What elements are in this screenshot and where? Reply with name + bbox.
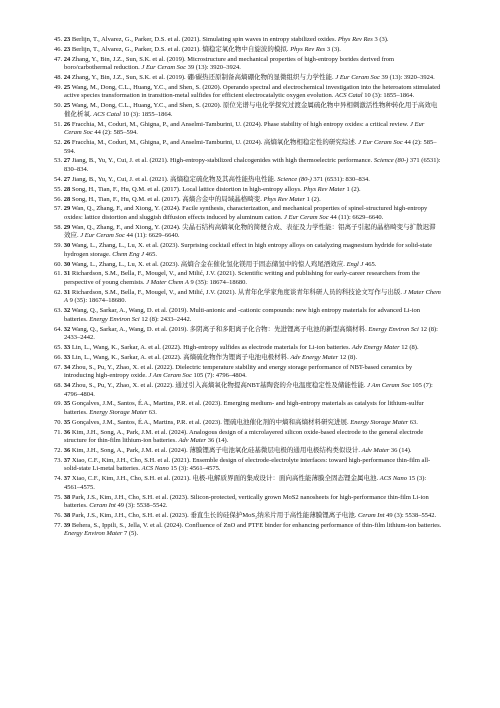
reference-id: 37 [63, 475, 71, 483]
reference-number: 77. [54, 521, 63, 529]
reference-details: 7 (5). [122, 530, 139, 538]
reference-id: 27 [63, 175, 71, 183]
reference-number: 67. [54, 363, 63, 371]
reference-id: 26 [63, 139, 71, 147]
reference-journal: J Mater Chem A [64, 288, 441, 305]
reference-details: 1 (2). [305, 195, 321, 203]
reference-id: 34 [63, 382, 71, 390]
reference-number: 48. [54, 74, 63, 82]
reference-text: Xiao, C.F., Kim, J.H., Cho, S.H. et al. (2021). 电极-电解质界面的集成设计：面向高性能薄膜全固态锂金属电池. [71, 475, 380, 483]
reference-id: 37 [63, 456, 71, 464]
reference-number: 75. [54, 493, 63, 501]
reference-id: 28 [63, 195, 71, 203]
reference-journal: J Am Ceram Soc [148, 372, 192, 380]
reference-text: Wang, Q., Sarkar, A., Wang, D. et al. (2019). 多阴离子和多阳离子化合物：先进锂离子电池的新型高熵材料. [71, 325, 369, 333]
reference-number: 49. [54, 83, 63, 91]
reference-journal: ACS Catal [334, 92, 363, 100]
reference-journal: Phys Rev Res [290, 45, 326, 53]
reference-details: 44 (11): 6629–6640. [328, 213, 384, 221]
reference-details: 36 (14). [206, 437, 229, 445]
reference-number: 70. [54, 418, 63, 426]
reference-journal: J Eur Ceram Soc [141, 64, 187, 72]
reference-journal: Energy Storage Mater [350, 418, 409, 426]
reference-entry [54, 364, 442, 381]
reference-text: Fracchia, M., Coduri, M., Ghigna, P., and Anselmi-Tamburini, U. (2024). Phase stability of high entropy oxides: a critical review. [71, 120, 411, 128]
reference-text: Kim, J.H., Song, A., Park, J.M. et al. (2024). Analogous design of a microlayered silicon oxide-based electrode to the general electrode structure for thin-film lithium-ion batteries. [64, 428, 424, 445]
reference-id: 32 [63, 307, 71, 315]
reference-journal: ACS Nano [141, 465, 169, 473]
reference-journal: ACS Catal [93, 110, 121, 118]
reference-entry [54, 326, 442, 343]
reference-text: Lin, L., Wang, K., Sarkar, A. et al. (2022). High-entropy sulfides as electrode materials for Li-ion batteries. [71, 343, 352, 351]
reference-journal: J Mater Chem A [146, 278, 189, 286]
reference-journal: J Eur Ceram Soc [358, 139, 403, 147]
reference-journal: J Eur Ceram Soc [284, 213, 329, 221]
reference-journal: Science (80-) [277, 175, 312, 183]
reference-entry [54, 196, 442, 205]
reference-entry [54, 457, 442, 474]
reference-text: Lin, L., Wang, K., Sarkar, A. et al. (2022). 高熵硫化物作为锂离子电池电极材料. [71, 353, 291, 361]
reference-entry [54, 344, 442, 353]
reference-number: 60. [54, 260, 63, 268]
reference-entry [54, 400, 442, 417]
reference-text: Xiao, C.F., Kim, J.H., Cho, S.H. et al. (2021). Ensemble design of electrode-electrolyte interfaces: toward high-performance thin-film all-solid-state Li-metal batteries. [64, 456, 431, 473]
reference-journal: Adv Mater [178, 437, 207, 445]
reference-details: 39 (13): 3920–3924. [186, 64, 241, 72]
reference-id: 30 [63, 260, 71, 268]
reference-text: Richardson, S.M., Bella, F., Mougel, V., and Milić, J.V. (2021). Scientific writing and publishing for early-career researchers from the perspective of young chemists. [64, 270, 420, 286]
reference-id: 39 [63, 521, 71, 529]
reference-details: 12 (8). [399, 343, 419, 351]
reference-details: 15 (3): 4561–4575. [64, 475, 427, 491]
reference-number: 53. [54, 157, 63, 165]
reference-entry [54, 512, 442, 521]
reference-text: Zhang, Y., Bin, J.Z., Sun, S.K. et al. (2019). Microstructure and mechanical properties of high-entropy borides derived from boro/carbothermal reduction. [64, 55, 395, 72]
reference-journal: Ceram Int [89, 502, 116, 510]
reference-text: Gonçalves, J.M., Santos, É.A., Martins, P.R. et al. (2023). Emerging medium- and high-entropy materials as catalysts for lithium-sulfur batteries. [64, 400, 424, 416]
reference-number: 68. [54, 382, 63, 390]
reference-details: 105 (7): 4796–4804. [64, 382, 433, 398]
reference-id: 28 [63, 185, 71, 193]
reference-id: 38 [63, 512, 71, 520]
reference-number: 52. [54, 139, 63, 147]
reference-id: 32 [63, 325, 71, 333]
reference-journal: Phys Rev Mater [263, 195, 305, 203]
reference-number: 72. [54, 447, 63, 455]
reference-details: 12 (8). [338, 353, 358, 361]
reference-journal: Adv Energy Mater [351, 343, 400, 351]
reference-id: 31 [63, 270, 71, 278]
reference-text: Wang, M., Dong, C.L., Huang, Y.C., and Shen, S. (2020). 原位光谱与电化学探究过渡金属硫化物中异相刺激活性物种转化用于高效电催化析氧. [64, 102, 438, 118]
reference-details: 1 (2). [344, 185, 361, 193]
reference-number: 65. [54, 343, 63, 351]
reference-journal: Science (80-) [373, 157, 409, 165]
reference-text: Song, H., Tian, F., Hu, Q.M. et al. (2017). Local lattice distortion in high-entropy alloys. [71, 185, 304, 193]
reference-number: 57. [54, 205, 63, 213]
reference-journal: Energy Environ Sci [368, 325, 419, 333]
reference-id: 25 [63, 102, 71, 110]
reference-number: 63. [54, 307, 63, 315]
reference-id: 33 [63, 353, 71, 361]
reference-entry [54, 186, 442, 195]
reference-text: Park, J.S., Kim, J.H., Cho, S.H. et al. (2023). 垂直生长的硅保护MoS₂纳米片用于高性能薄膜锂离子电池. [71, 512, 358, 520]
reference-details: 44 (2): 585–594. [92, 129, 138, 137]
reference-text: Wang, Q., Sarkar, A., Wang, D. et al. (2019). Multi-anionic and -cationic compounds: new high entropy materials for advanced Li-ion batteries. [64, 307, 420, 323]
reference-details: 9 (35): 18674–18680. [188, 278, 247, 286]
reference-details: 49 (3): 5538–5542. [384, 512, 437, 520]
reference-text: Park, J.S., Kim, J.H., Cho, S.H. et al. (2023). Silicon-protected, vertically grown MoS2 nanosheets for high-performance thin-film Li-ion batteries. [64, 493, 429, 510]
reference-id: 36 [63, 428, 71, 436]
reference-entry [54, 157, 442, 174]
reference-details: 12 (8): 2433–2442. [64, 325, 438, 342]
reference-id: 34 [63, 363, 71, 371]
reference-details: 465. [363, 260, 377, 268]
reference-journal: Chem Eng J [112, 250, 144, 258]
reference-entry [54, 102, 442, 119]
reference-details: 39 (13): 3920–3924. [379, 74, 435, 82]
reference-entry [54, 447, 442, 456]
reference-number: 51. [54, 120, 63, 128]
reference-entry [54, 36, 442, 45]
reference-id: 31 [63, 288, 71, 296]
reference-journal: J Am Ceram Soc [367, 382, 411, 390]
reference-entry [54, 139, 442, 156]
reference-number: 55. [54, 185, 63, 193]
reference-id: 25 [63, 83, 71, 91]
reference-text: Berlijn, T., Alvarez, G., Parker, D.S. et al. (2021). 熵稳定氧化物中自旋波的模拟. [71, 45, 291, 53]
reference-journal: J Eur Ceram Soc [335, 74, 380, 82]
reference-details: 44 (11): 6629–6640. [124, 232, 180, 240]
reference-entry [54, 354, 442, 363]
reference-text: Wang, L., Zhang, L., Lu, X. et al. (2023). 高熵合金在催化氢化镁用于固态储氢中的惊人鸡尾酒效应. [71, 260, 347, 268]
reference-details: 3 (3). [372, 36, 389, 43]
reference-text: Zhou, S., Pu, Y., Zhao, X. et al. (2022). 通过引入高熵氧化物提高NBT基陶瓷的介电温度稳定性及储能性能. [71, 382, 368, 390]
reference-text: Song, H., Tian, F., Hu, Q.M. et al. (2017). 高熵合金中的局域晶格畸变. [71, 195, 264, 203]
reference-details: 63. [408, 418, 418, 426]
reference-entry [54, 475, 442, 492]
reference-entry [54, 270, 442, 287]
reference-details: 49 (3): 5538–5542. [115, 502, 168, 510]
reference-entry [54, 176, 442, 185]
reference-number: 54. [54, 175, 63, 183]
reference-id: 29 [63, 205, 71, 213]
reference-number: 76. [54, 512, 63, 520]
reference-entry [54, 224, 442, 241]
reference-journal: J Eur Ceram Soc [64, 120, 425, 137]
reference-details: 105 (7): 4796–4804. [191, 372, 247, 380]
reference-number: 74. [54, 475, 63, 483]
reference-text: Jiang, B., Yu, Y., Cui, J. et al. (2021). 高熵稳定硫化物及其高性能热电性能. [71, 175, 278, 183]
reference-text: Zhang, Y., Bin, J.Z., Sun, S.K. et al. (2019). 硼/碳热还原制备高熵硼化物的显微组织与力学性能. [71, 74, 336, 82]
reference-id: 23 [63, 45, 71, 53]
reference-journal: J Eur Ceram Soc [80, 232, 125, 240]
reference-number: 56. [54, 195, 63, 203]
reference-id: 35 [63, 418, 71, 426]
reference-number: 47. [54, 55, 63, 63]
reference-entry [54, 522, 442, 539]
reference-details: 63. [147, 409, 157, 416]
reference-details: 9 (35): 18674–18680. [67, 297, 127, 305]
reference-entry [54, 307, 442, 324]
reference-text: Fracchia, M., Coduri, M., Ghigna, P., and Anselmi-Tamburini, U. (2024). 高熵氧化物相稳定性的研究综述. [71, 139, 359, 147]
reference-number: 58. [54, 223, 63, 231]
reference-entry [54, 429, 442, 446]
reference-journal: Energy Environ Mater [64, 530, 123, 538]
reference-entry [54, 56, 442, 73]
reference-entry [54, 74, 442, 83]
reference-id: 24 [63, 55, 71, 63]
reference-details: 3 (3). [325, 45, 341, 53]
reference-journal: Energy Storage Mater [89, 409, 148, 416]
reference-details: 371 (6531): 830–834. [311, 175, 370, 183]
reference-number: 45. [54, 36, 63, 43]
reference-number: 64. [54, 325, 63, 333]
reference-entry [54, 121, 442, 138]
reference-text: Wan, Q., Zhang, F., and Xiong, Y. (2024). Facile synthesis, characterization, and mechanical properties of spinel-structured high-entropy oxides: lattice distortion and sluggish diffusion effects induced by aluminum cation. [64, 205, 428, 221]
reference-entry [54, 289, 442, 306]
reference-id: 24 [63, 74, 71, 82]
reference-journal: Energy Environ Sci [89, 315, 140, 323]
reference-id: 30 [63, 242, 71, 250]
reference-number: 50. [54, 102, 63, 110]
reference-number: 71. [54, 428, 63, 436]
reference-journal: Phys Rev Mater [303, 185, 345, 193]
reference-id: 29 [63, 223, 71, 231]
reference-details: 10 (3): 1855–1864. [120, 110, 173, 118]
reference-text: Richardson, S.M., Bella, F., Mougel, V., and Milić, J.V. (2021). 从青年化学家角度谈青年科研人员的科技论文写作与出版. [71, 288, 404, 296]
reference-journal: Engl J [346, 260, 364, 268]
reference-id: 38 [63, 493, 71, 501]
reference-text: Behera, S., Ippili, S., Jella, V. et al. (2024). Confluence of ZnO and PTFE binder for enhancing performance of thin-film lithium-ion batteries. [71, 521, 442, 529]
reference-number: 46. [54, 45, 63, 53]
reference-id: 27 [63, 157, 71, 165]
reference-text: Berlijn, T., Alvarez, G., Parker, D.S. et al. (2021). Simulating spin waves in entropy stabilized oxides. [71, 36, 338, 43]
reference-entry [54, 242, 442, 259]
reference-entry [54, 494, 442, 511]
reference-id: 23 [63, 36, 71, 43]
reference-journal: ACS Nano [379, 475, 408, 483]
reference-number: 66. [54, 353, 63, 361]
reference-entry [54, 84, 442, 101]
reference-id: 33 [63, 343, 71, 351]
reference-entry [54, 382, 442, 399]
reference-number: 61. [54, 270, 63, 278]
reference-number: 69. [54, 400, 63, 408]
reference-text: Gonçalves, J.M., Santos, É.A., Martins, P.R. et al. (2023). 锂硫电池催化剂的中熵和高熵材料研究进展. [71, 418, 351, 426]
reference-details: 371 (6531): 830–834. [64, 157, 441, 174]
reference-text: Zhou, S., Pu, Y., Zhao, X. et al. (2022). Dielectric temperature stability and energy storage performance of NBT-based ceramics by introducing high-entropy oxide. [64, 363, 413, 380]
reference-number: 59. [54, 242, 63, 250]
reference-number: 62. [54, 288, 63, 296]
reference-entry [54, 261, 442, 270]
reference-details: 36 (14). [389, 447, 412, 455]
reference-text: Jiang, B., Yu, Y., Cui, J. et al. (2021). High-entropy-stabilized chalcogenides with high thermoelectric performance. [71, 157, 374, 165]
reference-entry [54, 205, 442, 222]
reference-details: 10 (3): 1855–1864. [362, 92, 415, 100]
reference-journal: Phys Rev Res [337, 36, 373, 43]
reference-journal: Adv Energy Mater [290, 353, 339, 361]
reference-number: 73. [54, 456, 63, 464]
reference-text: Kim, J.H., Song, A., Park, J.M. et al. (2024). 薄膜锂离子电池氧化硅基微层电极的通用电极结构类似设计. [71, 447, 362, 455]
reference-id: 35 [63, 400, 71, 408]
reference-entry [54, 46, 442, 55]
reference-details: 465. [143, 250, 157, 258]
reference-text: Wang, L., Zhang, L., Lu, X. et al. (2023). Surprising cocktail effect in high entropy alloys on catalyzing magnesium hydride for solid-state hydrogen storage. [64, 242, 432, 258]
reference-journal: Ceram Int [357, 512, 385, 520]
reference-details: 15 (3): 4561–4575. [168, 465, 221, 473]
reference-id: 26 [63, 120, 71, 128]
reference-journal: Adv Mater [361, 447, 390, 455]
reference-id: 36 [63, 447, 71, 455]
reference-details: 44 (2): 585–594. [64, 139, 437, 155]
reference-entry [54, 419, 442, 428]
reference-text: Wan, Q., Zhang, F., and Xiong, Y. (2024). 尖晶石结构高熵氧化物的简便合成、表征及力学性能：铝离子引起的晶格畸变与扩散迟滞效应. [64, 223, 436, 240]
reference-text: Wang, M., Dong, C.L., Huang, Y.C., and Shen, S. (2020). Operando spectral and electrochemical investigation into the heteroatom stimulated active species transformation in transition-metal sulfides for efficient electrocatalytic oxygen evolution. [64, 83, 441, 100]
reference-details: 12 (8): 2433–2442. [139, 315, 192, 323]
